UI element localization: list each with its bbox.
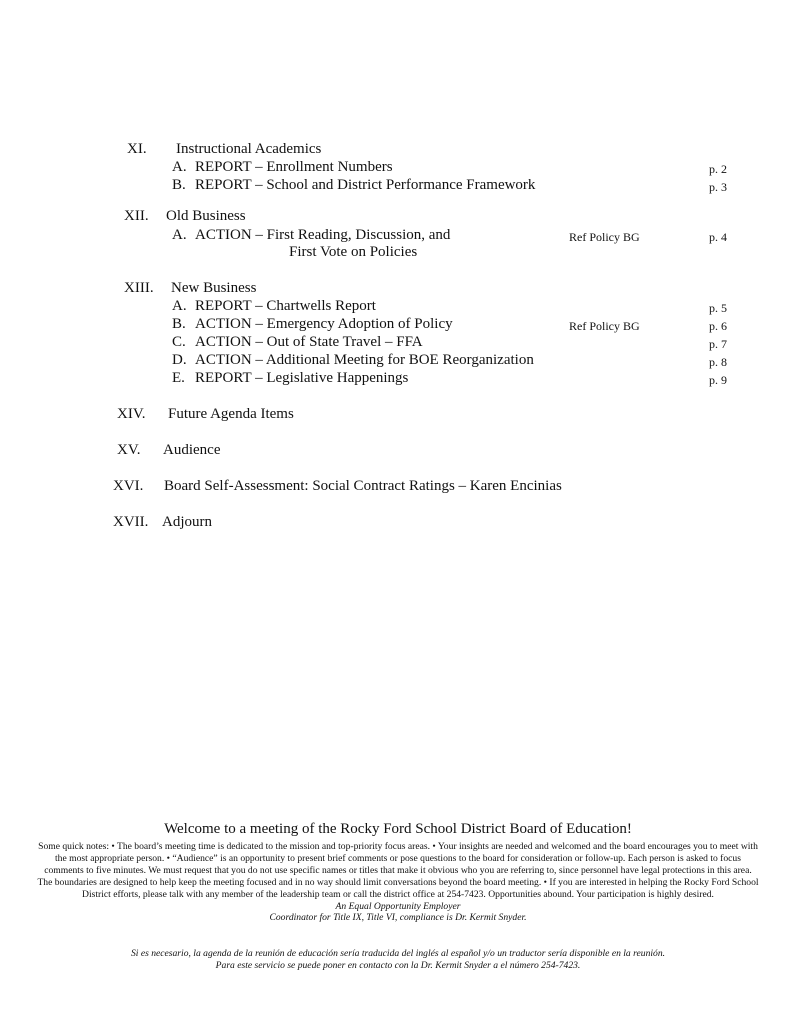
item-text: ACTION – First Reading, Discussion, and bbox=[195, 227, 451, 243]
section-title-xv: Audience bbox=[163, 442, 221, 458]
item-letter: A. bbox=[172, 159, 187, 175]
equal-opportunity-line: An Equal Opportunity Employer bbox=[335, 900, 461, 912]
page-ref: p. 5 bbox=[709, 301, 727, 315]
item-letter: D. bbox=[172, 352, 187, 368]
item-letter: B. bbox=[172, 177, 186, 193]
item-text: REPORT – Enrollment Numbers bbox=[195, 159, 393, 175]
page-ref: p. 8 bbox=[709, 355, 727, 369]
page-ref: p. 7 bbox=[709, 337, 727, 351]
item-text: ACTION – Emergency Adoption of Policy bbox=[195, 316, 453, 332]
item-text-continued: First Vote on Policies bbox=[289, 244, 418, 260]
page-ref: p. 2 bbox=[709, 162, 727, 176]
policy-ref: Ref Policy BG bbox=[569, 230, 640, 244]
page-ref: p. 3 bbox=[709, 180, 727, 194]
coordinator-line: Coordinator for Title IX, Title VI, compliance is Dr. Kermit Snyder. bbox=[269, 912, 527, 924]
section-number-xvii: XVII. bbox=[113, 514, 149, 530]
section-number-xv: XV. bbox=[117, 442, 141, 458]
item-text: ACTION – Additional Meeting for BOE Reorganization bbox=[195, 352, 534, 368]
page-ref: p. 6 bbox=[709, 319, 727, 333]
footer-notes-block bbox=[36, 841, 760, 924]
policy-ref: Ref Policy BG bbox=[569, 319, 640, 333]
footer-notes: Some quick notes: • The board’s meeting time is dedicated to the mission and top-priority focus areas. • Your insights are needed and welcomed and the board encourages you to meet with the most appropriate person. • “Audience” is an opportunity to present brief comments or pose questions to the board for consideration or follow-up. Each person is asked to focus comments to five minutes. We must request that you do not use specific names or titles that make it obvious who you are referring to, since personnel have legal protections in this area. The boundaries are designed to help keep the meeting focused and in no way should limit conversations beyond the board meeting. • If you are interested in helping the Rocky Ford School District efforts, please talk with any member of the leadership team or call the district office at 254-7423. Opportunities abound. Your participation is highly desired. bbox=[37, 841, 759, 900]
section-title-xi: Instructional Academics bbox=[176, 141, 322, 157]
section-number-xi: XI. bbox=[127, 141, 147, 157]
section-title-xiii: New Business bbox=[171, 280, 257, 296]
spanish-line-2: Para este servicio se puede poner en contacto con la Dr. Kermit Snyder a el número 254-7423. bbox=[215, 959, 581, 971]
item-letter: C. bbox=[172, 334, 186, 350]
item-text: ACTION – Out of State Travel – FFA bbox=[195, 334, 423, 350]
spanish-line-1: Si es necesario, la agenda de la reunión de educación sería traducida del inglés al español y/o un traductor sería disponible en la reunión. bbox=[130, 948, 666, 959]
section-title-xii: Old Business bbox=[166, 208, 246, 224]
item-text: REPORT – Legislative Happenings bbox=[195, 370, 409, 386]
section-number-xii: XII. bbox=[124, 208, 149, 224]
item-letter: A. bbox=[172, 298, 187, 314]
item-text: REPORT – School and District Performance Framework bbox=[195, 177, 536, 193]
page-ref: p. 9 bbox=[709, 373, 727, 387]
section-number-xvi: XVI. bbox=[113, 478, 144, 494]
item-letter: A. bbox=[172, 227, 187, 243]
spanish-notice bbox=[60, 948, 736, 972]
page-ref: p. 4 bbox=[709, 230, 727, 244]
section-title-xvii: Adjourn bbox=[162, 514, 212, 530]
section-title-xiv: Future Agenda Items bbox=[168, 406, 294, 422]
item-letter: B. bbox=[172, 316, 186, 332]
footer-title: Welcome to a meeting of the Rocky Ford School District Board of Education! bbox=[164, 821, 632, 837]
item-text: REPORT – Chartwells Report bbox=[195, 298, 376, 314]
section-title-xvi: Board Self-Assessment: Social Contract Ratings – Karen Encinias bbox=[164, 478, 562, 494]
section-number-xiii: XIII. bbox=[124, 280, 154, 296]
section-number-xiv: XIV. bbox=[117, 406, 146, 422]
item-letter: E. bbox=[172, 370, 185, 386]
